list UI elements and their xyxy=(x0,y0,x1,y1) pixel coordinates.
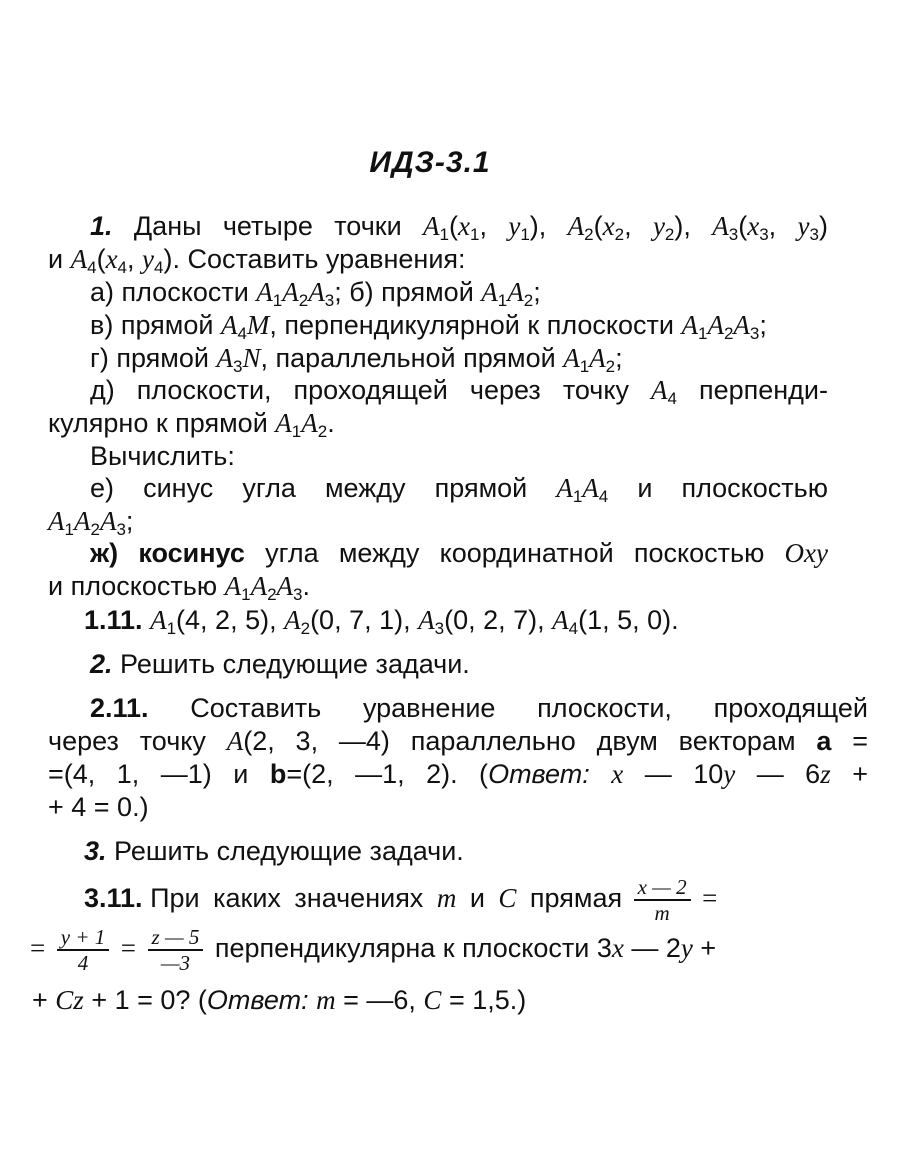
fraction-x-denominator: m xyxy=(654,901,670,925)
task2-line xyxy=(90,648,870,680)
variant1-line xyxy=(84,604,864,636)
task1-item-zh: ж) косинус угла между координатной поскостью Oxy xyxy=(90,538,828,568)
task3-number: 3. xyxy=(84,836,107,866)
fraction-y xyxy=(57,926,110,974)
fraction-x xyxy=(634,876,691,924)
task1-number: 1. xyxy=(90,211,113,241)
task1-item-e: е) синус угла между прямой $A_1A_4$ и плоскостью xyxy=(90,473,828,506)
task1-item-g: г) прямой $A_3N$, параллельной прямой $A_1A_2$; xyxy=(90,343,623,376)
page-title: ИДЗ-3.1 xyxy=(369,146,491,179)
fraction-z-denominator: —3 xyxy=(160,951,191,975)
task1-item-d-cont: кулярно к прямой $A_1A_2$. xyxy=(48,408,335,441)
variant2-line1-text: Составить уравнение плоскости, проходящей xyxy=(190,693,868,723)
variant2-line4: + 4 = 0.) xyxy=(48,792,149,822)
equals-sign: = xyxy=(702,883,718,914)
task1-item-a: а) плоскости $A_1A_2A_3$; б) прямой $A_1A_2$; xyxy=(90,277,541,310)
variant3-number: 3.11. xyxy=(84,883,143,914)
task1-item-v: в) прямой $A_4M$, перпендикулярной к плоскости $A_1A_2A_3$; xyxy=(90,310,767,343)
task2-number: 2. xyxy=(90,649,113,679)
task1-item-d: д) плоскости, проходящей через точку $A_4$ перпенди- xyxy=(90,375,829,408)
task3-text: Решить следующие задачи. xyxy=(114,836,464,866)
variant3-line3: + Cz + 1 = 0? (Ответ: m = —6, C = 1,5.) xyxy=(32,985,527,1015)
task3-line xyxy=(84,835,864,867)
fraction-x-numerator: x — 2 xyxy=(634,876,691,901)
variant3-line1-text: При каких значениях m и C прямая xyxy=(150,883,623,914)
variant3-line2-text: перпендикулярна к плоскости 3x — 2y + xyxy=(214,933,717,964)
fraction-y-numerator: y + 1 xyxy=(57,926,110,951)
task1-line1-text: Даны четыре точки $A_1(x_1$, $y_1$), $A_2(x_2$, $y_2$), $A_3(x_3$, $y_3$) xyxy=(133,211,828,244)
task1-item-e-cont: $A_1A_2A_3$; xyxy=(48,506,134,539)
variant1-text: $A_1(4$, 2, 5), $A_2(0$, 7, 1), $A_3(0$, 2, 7), $A_4(1$, 5, 0). xyxy=(150,605,679,638)
task1-compute-label: Вычислить: xyxy=(90,441,235,471)
variant2-number: 2.11. xyxy=(90,693,149,723)
fraction-z-numerator: z — 5 xyxy=(148,926,204,951)
task1-item-zh-cont: и плоскостью $A_1A_2A_3$. xyxy=(48,571,311,604)
variant2-line3: =(4, 1, —1) и b=(2, —1, 2). (Ответ: x — 10y — 6z + xyxy=(48,759,868,789)
fraction-z xyxy=(148,926,204,974)
task1-line2: и $A_4(x_4$, $y_4$). Составить уравнения: xyxy=(48,244,466,277)
variant1-number: 1.11. xyxy=(84,605,143,635)
variant3-line1 xyxy=(84,876,854,924)
variant3-line2: = $\frac{y + 1}{4}$ = $\frac{z — 5}{—3}$ перпендикулярна к плоскости 3x — 2y + xyxy=(30,925,717,975)
task1-line1 xyxy=(90,210,828,242)
task2-text: Решить следующие задачи. xyxy=(120,649,470,679)
variant2-line2: через точку A(2, 3, —4) параллельно двум векторам a = xyxy=(48,726,868,756)
variant2-line1 xyxy=(90,692,868,724)
fraction-y-denominator: 4 xyxy=(77,951,89,975)
